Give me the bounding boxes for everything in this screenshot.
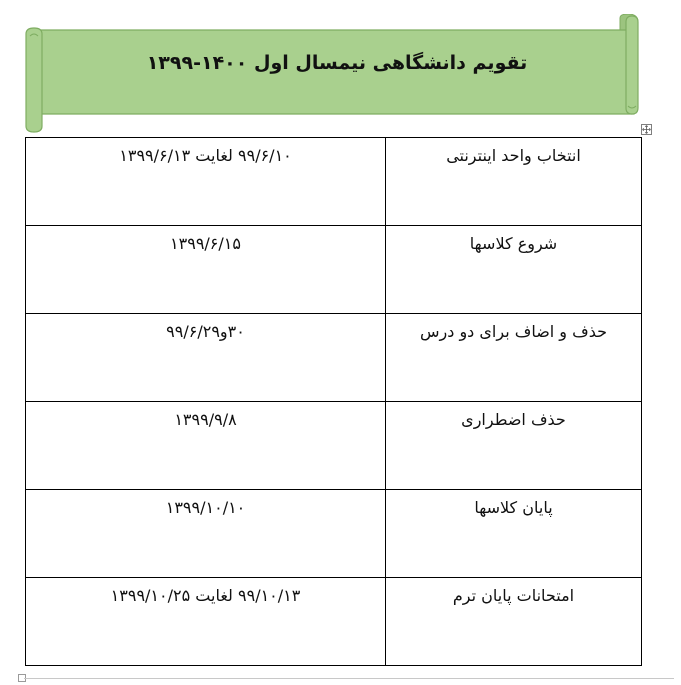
event-cell[interactable]: انتخاب واحد اینترنتی — [386, 138, 642, 226]
event-cell[interactable]: شروع کلاسها — [386, 226, 642, 314]
table-row — [26, 138, 642, 226]
calendar-table — [25, 137, 642, 666]
table-row — [26, 578, 642, 666]
table-row — [26, 314, 642, 402]
date-cell[interactable]: ۱۳۹۹/۹/۸ — [26, 402, 386, 490]
event-cell[interactable]: حذف اضطراری — [386, 402, 642, 490]
date-cell[interactable]: ۱۳۹۹/۶/۱۵ — [26, 226, 386, 314]
table-row — [26, 490, 642, 578]
date-cell[interactable]: ۳۰و۹۹/۶/۲۹ — [26, 314, 386, 402]
event-cell[interactable]: پایان کلاسها — [386, 490, 642, 578]
event-cell[interactable]: حذف و اضاف برای دو درس — [386, 314, 642, 402]
banner-title: تقویم دانشگاهی نیمسال اول ۱۴۰۰-۱۳۹۹ — [146, 52, 528, 74]
table-row — [26, 402, 642, 490]
scroll-banner-shape — [22, 14, 642, 134]
title-banner — [22, 14, 642, 134]
page-margin-line — [24, 678, 674, 679]
date-cell[interactable]: ۹۹/۱۰/۱۳ لغایت ۱۳۹۹/۱۰/۲۵ — [26, 578, 386, 666]
date-cell[interactable]: ۱۳۹۹/۱۰/۱۰ — [26, 490, 386, 578]
table-row — [26, 226, 642, 314]
date-cell[interactable]: ۹۹/۶/۱۰ لغایت ۱۳۹۹/۶/۱۳ — [26, 138, 386, 226]
event-cell[interactable]: امتحانات پایان ترم — [386, 578, 642, 666]
four-arrows-move-icon[interactable] — [641, 124, 652, 135]
